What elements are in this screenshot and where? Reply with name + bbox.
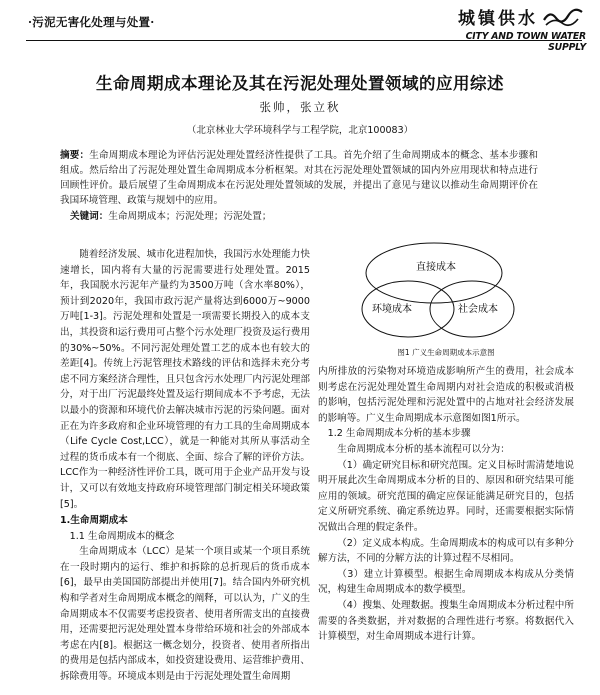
paragraph-step-3: （3）建立计算模型。根据生命周期成本构成从分类情况，构建生命周期成本的数学模型。 xyxy=(318,568,574,596)
left-column xyxy=(60,247,310,685)
subsection-heading-1-2: 1.2 生命周期成本分析的基本步骤 xyxy=(327,428,471,440)
paragraph-step-4: （4）搜集、处理数据。搜集生命周期成本分析过程中所需要的各类数据，并对数据的合理性进行考察。将数据代入计算模型，对生命周期成本进行计算。 xyxy=(318,599,574,643)
figure-caption: 图1 广义生命周期成本示意图 xyxy=(397,348,495,357)
paragraph-intro: 随着经济发展、城市化进程加快，我国污水处理能力快速增长，国内将有大量的污泥需要进行处理处置。2015年，我国脱水污泥年产量约为3500万吨（含水率80%），预计到2020年，我国市政污泥产量将达到6000万~9000万吨[1-3]。污泥处理和处置是一项需要长期投入的成本支出，其投资和运行费用可占整个污水处理厂投资及运行费用的30%~50%。不同污泥处理处置工艺的成本也有较大的差距[4]。传统上污泥管理技术路线的评估和选择未充分考虑不同方案经济合理性，且只包含污水处理厂内污泥处理部分，对于出厂污泥最终处置及运行期间成本不予考虑，无法以最小的资源和环境代价去解决城市污泥的污染问题。面对正在为许多政府和企业环境管理的有力工具的生命周期成本（Life Cycle Cost,LCC），就是一种能对其所从事活动全过程的货币成本有一个彻底、全面、综合了解的评价方法。LCC作为一种经济性评价工具，既可用于企业产品开发与设计，又可以有效地支持政府环境管理部门制定相关环境政策[5]。 xyxy=(60,249,310,510)
right-column xyxy=(318,364,574,645)
abstract-text: 生命周期成本理论为评估污泥处理处置经济性提供了工具。首先介绍了生命周期成本的概念、基本步骤和组成。然后给出了污泥处理处置生命周期成本分析框架。对其在污泥处理处置领域的国内外应用现状和特点进行回顾性评价。最后展望了生命周期成本在污泥处理处置领域的发展，并提出了意见与建议以推动生命周期评价在我国环境管理、政策与规划中的应用。 xyxy=(60,150,539,206)
lcc-venn-diagram xyxy=(318,228,574,348)
paragraph-steps-intro: 生命周期成本分析的基本流程可以分为： xyxy=(337,443,510,455)
journal-logo xyxy=(426,4,586,53)
paper-authors: 张帅，张立秋 xyxy=(259,100,341,114)
header-rule xyxy=(26,40,582,41)
section-heading-1: 1.生命周期成本 xyxy=(60,515,128,527)
keywords xyxy=(70,208,538,222)
keywords-text: 生命周期成本；污泥处理；污泥处置； xyxy=(108,211,272,222)
paragraph-step-2: （2）定义成本构成。生命周期成本的构成可以有多种分解方法，不同的分解方法的计算过程不尽相同。 xyxy=(318,537,574,565)
paragraph-continued: 内所排放的污染物对环境造成影响所产生的费用，社会成本则考虑在污泥处理处置生命周期内对社会造成的积极或消极的影响，包括污泥处理和污泥处置中的占地对社会经济发展的影响等。广义生命周期成本示意图如图1所示。 xyxy=(318,366,574,424)
abstract xyxy=(60,148,538,208)
paper-affiliation: （北京林业大学环境科学与工程学院，北京100083） xyxy=(186,125,414,136)
paper-title: 生命周期成本理论及其在污泥处理处置领域的应用综述 xyxy=(96,74,504,93)
venn-direct-cost-ellipse xyxy=(366,243,502,303)
paragraph-lcc-concept: 生命周期成本（LCC）是某一个项目或某一个项目系统在一段时期内的运行、维护和拆除的总折现后的货币成本[6]，最早由美国国防部提出并使用[7]。结合国内外研究机构和学者对生命周期成本概念的阐释，可以认为，广义的生命周期成本不仅需要考虑投资者、使用者所需支出的直接费用，还需要把污泥处理处置本身带给环境和社会的外部成本考虑在内[8]。根据这一概念划分，投资者、使用者所指出的费用是包括内部成本，如投资建设费用、运营维护费用、拆除费用等。环境成本则是由于污泥处理处置生命周期 xyxy=(60,546,310,683)
venn-label-social-cost: 社会成本 xyxy=(458,304,498,315)
logo-english-text: CITY AND TOWN WATER SUPPLY xyxy=(465,31,586,53)
paragraph-step-1: （1）确定研究目标和研究范围。定义目标时需清楚地说明开展此次生命周期成本分析的目的、原因和研究结果可能应用的领域。研究范围的确定应保证能满足研究目的，包括定义所研究系统、确定系统边界。同时，还需要根据实际情况做出合理的假定条件。 xyxy=(318,459,574,533)
water-wave-icon xyxy=(542,6,586,28)
venn-label-direct-cost: 直接成本 xyxy=(416,262,456,273)
logo-chinese-text: 城镇供水 xyxy=(458,9,538,29)
venn-label-environment-cost: 环境成本 xyxy=(372,304,412,315)
subsection-heading-1-1: 1.1 生命周期成本的概念 xyxy=(69,530,175,542)
keywords-label: 关键词： xyxy=(70,211,109,222)
journal-section-header: ·污泥无害化处理与处置· xyxy=(28,15,155,29)
abstract-label: 摘要： xyxy=(60,150,90,161)
